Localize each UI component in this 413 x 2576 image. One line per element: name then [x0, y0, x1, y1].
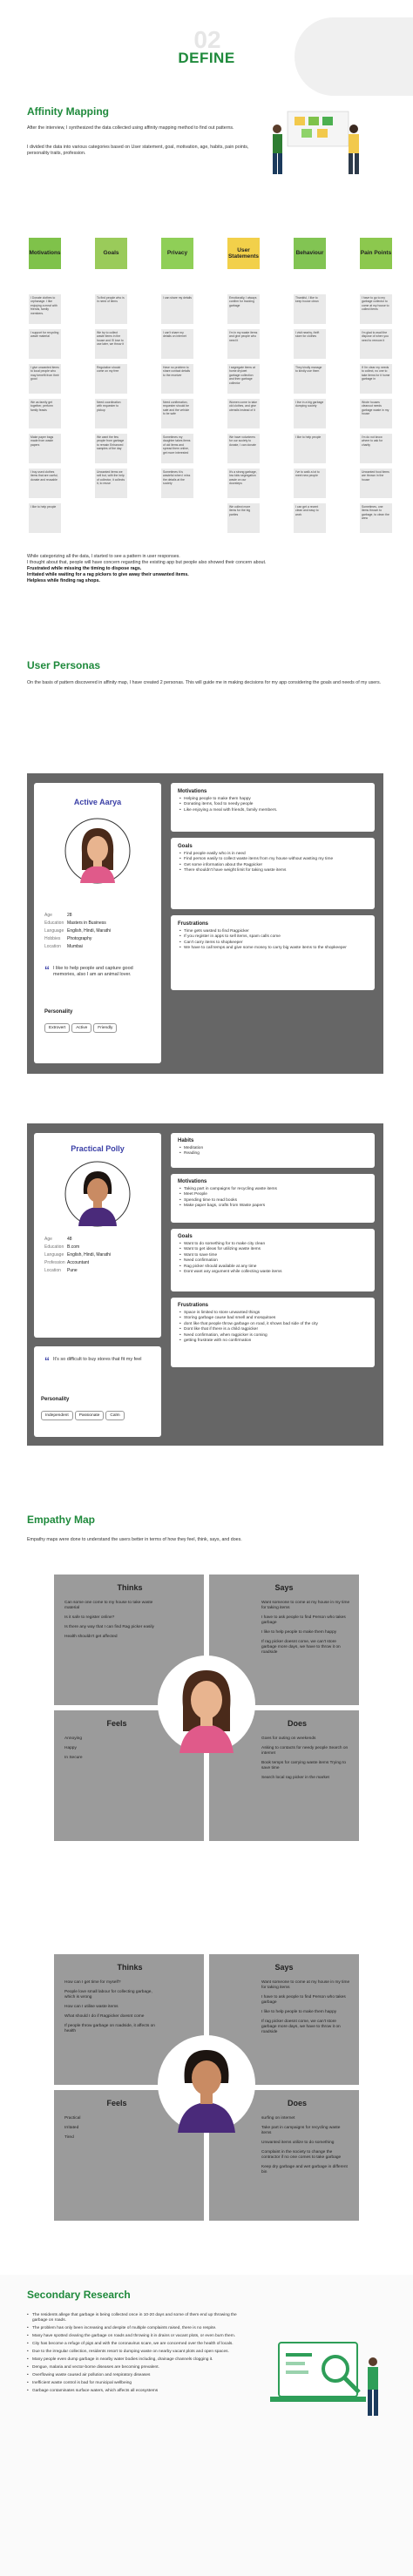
personality-tag: Independent [41, 1411, 73, 1420]
empathy-avatar [157, 2034, 256, 2134]
habits-title: Habits [178, 1138, 194, 1143]
sticky-note: We try to collect waste items in the house and I'll love to use later, we throw it [95, 329, 127, 359]
motivation-item: • Meet People [178, 1192, 368, 1197]
thinks-item: Can some one come to my house to take waste material [64, 1601, 153, 1610]
summary-line: Irritated while waiting for a rag pickers to give away their unwanted items. [27, 572, 189, 577]
personality-section [41, 1397, 126, 1420]
says-item: Want someone to come at my house in my time for taking items [261, 1601, 350, 1610]
goal-item: • Want to do something for to make city clean [178, 1242, 368, 1247]
persona-card-polly [27, 1123, 383, 1446]
says-item: I have to ask people to find Person who takes garbage [261, 1615, 346, 1625]
does-item: Search local rag picker in the market [261, 1776, 329, 1780]
info-value: Masters in Business [67, 920, 106, 926]
sticky-note: Make paper bags made from waste papers [29, 434, 61, 463]
thinks-item: If people throw garbage on roadside, it affects on health [64, 2024, 155, 2033]
summary-line: Helpless while finding rag shops. [27, 578, 100, 583]
does-item: Goes for outing on weekends [261, 1736, 316, 1741]
persona-info [44, 912, 111, 951]
research-illustration [261, 2327, 383, 2423]
sticky-note: I can share my details [161, 294, 193, 324]
feels-item: Irritated [64, 2126, 79, 2130]
goals-title: Goals [178, 1234, 193, 1239]
affinity-category: Privacy [161, 238, 193, 269]
info-key: Hobbies [44, 936, 61, 941]
thinks-item: Is it safe to register online? [64, 1615, 115, 1620]
list-item: • Overflowing waste caused air pollution and respiratory diseases [27, 2373, 245, 2378]
does-item: Book temps for carrying waste items Trying to save time [261, 1761, 347, 1770]
list-item: • Due to the irregular collection, residents resort to dumping waste on nearby vacant plots and open spaces. [27, 2350, 245, 2355]
info-value: 28 [67, 913, 72, 918]
says-item: I like to help people to make them happy [261, 1630, 337, 1635]
frustrations-title: Frustrations [178, 921, 209, 927]
quote-text: It's so difficult to buy stores that fit my feel [53, 1357, 142, 1362]
personality-tag: Extrovert [44, 1023, 70, 1033]
summary-line: While categorizing all the data, I started to see a pattern in user responses. [27, 554, 180, 559]
list-item: • The residents allege that garbage is being collected once in 10-20 days and some of them end up throwing the garbage on roads. [27, 2313, 245, 2323]
sticky-note: Emotionally, I always confirm for tracking garbage [227, 294, 260, 324]
does-item: Keep dry garbage and wet garbage in different bin [261, 2165, 348, 2175]
sticky-note: I Donate clothes to orphanage. I like enjoying a meal with friends, family members. [29, 294, 61, 324]
frustration-item: • getting frustrate with no confirmation [178, 1339, 368, 1344]
sticky-note: I live in a big garbage dumping society [294, 399, 326, 428]
persona-quote [44, 1357, 151, 1366]
sticky-note: Thankful, I like to keep house clean [294, 294, 326, 324]
goal-item: • Dont want any argument while collecting waste items [178, 1270, 368, 1275]
avatar [64, 818, 131, 884]
thinks-title: Thinks [117, 1583, 143, 1592]
affinity-summary [27, 554, 393, 584]
personality-tag: Active [71, 1023, 91, 1033]
motivations-title: Motivations [178, 789, 207, 794]
motivation-item: • Helping people to make them happy [178, 797, 368, 802]
affinity-title: Affinity Mapping [27, 105, 109, 118]
goal-item: • Get some information about the Ragpicker [178, 863, 368, 868]
frustration-item: • Need confirmation, when ragpicker is coming [178, 1333, 368, 1339]
says-title: Says [274, 1963, 294, 1972]
persona-profile [34, 783, 161, 1063]
summary-line: Frustrated while missing the timing to dispose rags. [27, 566, 142, 571]
list-item: • Garbage contaminates surface waters, which affects all ecosystems [27, 2389, 245, 2394]
info-value: English, Hindi, Marathi [67, 1252, 112, 1258]
thinks-title: Thinks [117, 1963, 143, 1972]
feels-item: Tired [64, 2135, 74, 2140]
goal-item: • Want to get ideas for utilizing waste items [178, 1247, 368, 1252]
says-title: Says [274, 1583, 294, 1592]
goal-item: • Rag picker should available at any time [178, 1264, 368, 1270]
frustration-item: • Dont like that if there is a child ragpicker [178, 1327, 368, 1332]
sticky-note: I can't share my details on internet [161, 329, 193, 359]
quote-icon: “ [44, 1355, 50, 1367]
goal-item: • There shouldn't have weight limit for taking waste items [178, 868, 368, 873]
personality-section [44, 1009, 118, 1033]
thinks-item: Health shouldn't get affected [64, 1635, 118, 1639]
list-item: • Inefficient waste control is bad for municipal wellbeing [27, 2381, 245, 2386]
sticky-note: If I'm clear my needs to collect, no one to take items for it home garbage in [360, 364, 392, 394]
info-value: Mumbai [67, 944, 83, 949]
does-item: surfing on internet [261, 2116, 295, 2121]
sticky-note: Regulation should come on my free [95, 364, 127, 394]
thinks-item: How can I utilise waste items [64, 2005, 118, 2009]
says-item: Want someone to come at my house in my time for taking items [261, 1980, 350, 1990]
sticky-note: Sometimes it is wasteful when I miss the details at the society [161, 469, 193, 498]
frustration-item: • Time gets wasted to find Ragpicker [178, 929, 368, 934]
motivation-item: • Like enjoying a meal with friends, family members. [178, 808, 368, 813]
personality-tag: Friendly [93, 1023, 117, 1033]
sticky-note: I have to go to my garbage collector to come at my house to collect items [360, 294, 392, 324]
info-value: English, Hindi, Marathi [67, 928, 112, 934]
list-item: • City has become a refuge of pigs and with the coronavirus scare, we are concerned over the health of locals. [27, 2342, 245, 2347]
motivation-item: • Spending time to read books [178, 1198, 368, 1204]
empathy-avatar [157, 1655, 256, 1754]
goal-item: • Need confirmation [178, 1258, 368, 1264]
motivation-item: • Taking part in campaigns for recycling waste items [178, 1187, 368, 1192]
sticky-note: I buy used clothes items that are useful, donate and reusable [29, 469, 61, 498]
affinity-category: Motivations [29, 238, 61, 269]
does-item: Unwanted items utilize to do something [261, 2141, 335, 2145]
secondary-title: Secondary Research [27, 2289, 131, 2301]
info-value: Photography [67, 936, 92, 941]
avatar [64, 1161, 131, 1227]
motivation-item: • Make paper bags, crafts from Waste papers [178, 1204, 368, 1209]
sticky-note: Sometimes, one items thrown to garbage, to clean the area [360, 503, 392, 533]
affinity-category: Behaviour [294, 238, 326, 269]
goals-box [171, 1229, 375, 1291]
sticky-note: I support for recycling waste material [29, 329, 61, 359]
list-item: • Dengue, malaria and vector-borne diseases are becoming prevalent. [27, 2365, 245, 2370]
frustrations-box [171, 915, 375, 990]
frustration-item: • dont like that people throw garbage on road, it shows bad side of the city [178, 1322, 368, 1327]
info-value: B.com [67, 1244, 80, 1250]
sticky-note: Have no problem to share contact details to the receiver [161, 364, 193, 394]
sticky-note: Unwanted items we sell but, with the help of collector, it collects it, to reuse [95, 469, 127, 498]
sticky-note: I'm do not know where to ask for charity [360, 434, 392, 463]
info-key: Age [44, 1237, 52, 1242]
define-header [0, 0, 413, 96]
feels-item: In Secure [64, 1756, 83, 1760]
sticky-note: Unwanted food items are thrown in the house [360, 469, 392, 498]
says-item: I have to ask people to find Person who takes garbage [261, 1995, 346, 2005]
thinks-item: How can I get time for myself? [64, 1980, 121, 1985]
goal-item: • Want to save time [178, 1253, 368, 1258]
feels-item: Practical [64, 2116, 81, 2121]
sticky-note: Sometimes my daughter takes items of old items and spread them online, get more interested [161, 434, 193, 463]
personas-intro: On the basis of pattern discovered in affinity map, I have created 2 personas. This will guide me in making decisions for my app considering the goals and needs of my users. [27, 680, 382, 685]
info-key: Location [44, 1268, 61, 1273]
personality-tag: Passionate [75, 1411, 105, 1420]
sticky-note: It's a strong garbage, low kids segregation waste on our doorsteps [227, 469, 260, 498]
list-item: • Many have spotted clearing the garbage on roads and throwing it in drains or vacant plots, or even burn them. [27, 2334, 245, 2339]
says-item: I like to help people to make them happy [261, 2010, 337, 2014]
sticky-note: They kindly manage to kindly use them [294, 364, 326, 394]
affinity-category: Pain Points [360, 238, 392, 269]
personality-title: Personality [41, 1397, 70, 1402]
thinks-item: People love small labour for collecting garbage, which is wrong [64, 1990, 152, 1999]
goal-item: • Find person easily to collect waste items from my house without wasting my time [178, 857, 368, 862]
info-key: Profession [44, 1260, 65, 1265]
thinks-item: Is there any way that I can find Rag picker easily [64, 1625, 154, 1629]
sticky-note: Wrote houses cleanout needs garbage waste in my house [360, 399, 392, 428]
goals-title: Goals [178, 844, 193, 849]
frustration-item: • Can't carry items to shopkeeper [178, 941, 368, 946]
quote-text: I like to help people and capture good memories, also I am an animal lover. [53, 966, 133, 977]
frustrations-title: Frustrations [178, 1303, 209, 1308]
persona-quote [44, 966, 151, 978]
goals-box [171, 838, 375, 909]
does-item: Complaint in the society to change the contractor if no one comes to take garbage [261, 2150, 342, 2160]
sticky-note: We collect more items for the big parties [227, 503, 260, 533]
sticky-note: I give unwanted items to local people who may benefit from their good [29, 364, 61, 394]
affinity-intro: After the interview, I synthesized the data collected using affinity mapping method to find out patterns. [27, 125, 234, 131]
sticky-note: We have volunteers for our society to donate, I can donate [227, 434, 260, 463]
info-key: Education [44, 920, 64, 926]
feels-item: Happy [64, 1746, 77, 1750]
thinks-item: What should I do if Ragpicker doesnt come [64, 2014, 145, 2019]
habit-item: • Meditation [178, 1146, 368, 1151]
frustrations-box [171, 1298, 375, 1367]
motivations-title: Motivations [178, 1179, 207, 1184]
frustration-item: • We have to call temps and give some money to carry big waste items to the shopkeeper [178, 946, 368, 951]
feels-item: Annoying [64, 1736, 83, 1741]
info-key: Language [44, 928, 64, 934]
persona-profile [34, 1133, 161, 1338]
sticky-note: We as family get together, perform family feasts [29, 399, 61, 428]
sticky-note: I visit nearby, thrift store for clothes [294, 329, 326, 359]
frustration-item: • Space is limited to store unwanted things [178, 1311, 368, 1316]
affinity-category: User Statements [227, 238, 260, 269]
goal-item: • Find people easily who is in need [178, 852, 368, 857]
affinity-intro-2: I divided the data into various categories based on User statement, goal, motivation, age, habits, pain points, personality traits, profession. [27, 145, 249, 156]
motivations-box [171, 1174, 375, 1223]
feels-title: Feels [106, 2099, 127, 2107]
empathy-title: Empathy Map [27, 1514, 96, 1526]
persona-card-aarya [27, 773, 383, 1074]
frustration-item: • If you register in apps to sell items, spam calls come [178, 934, 368, 940]
info-key: Age [44, 913, 52, 918]
does-item: Take part in campaigns for recycling waste items [261, 2126, 341, 2135]
personality-title: Personality [44, 1009, 73, 1015]
sticky-note: I segregate items at home dry/wet garbage collection and then garbage collector [227, 364, 260, 394]
sticky-note: I'm in my waste items and give people who need it [227, 329, 260, 359]
sticky-note: I've to walk a lot to meet new people [294, 469, 326, 498]
motivation-item: • Donating items, food to needy people [178, 802, 368, 807]
info-key: Location [44, 944, 61, 949]
sticky-note: Need confirmation, requester should be safe and the vehicle to be safe [161, 399, 193, 428]
sticky-note: We want the few people from garbage to remain Enhanced samples of the day [95, 434, 127, 463]
sticky-note: I like to help people [294, 434, 326, 463]
says-item: If rag picker doesnt come, we can't store garbage more days, we have to throw it on roadside [261, 2020, 341, 2034]
info-key: Education [44, 1244, 64, 1250]
info-value: Accountant [67, 1260, 90, 1265]
quote-icon: “ [44, 964, 50, 976]
info-value: Pune [67, 1268, 78, 1273]
persona-quote-box [34, 1346, 161, 1437]
habits-box [171, 1133, 375, 1168]
says-item: If rag picker doesnt come, we can't store garbage more days, we have to throw it on roadside [261, 1640, 341, 1655]
list-item: • Many people even dump garbage in nearby water bodies including, drainage channels clogging it. [27, 2357, 245, 2363]
affinity-illustration [268, 103, 364, 181]
section-number: 02 [193, 26, 221, 53]
blob-decoration [295, 17, 413, 96]
persona-name: Practical Polly [71, 1144, 125, 1153]
persona-name: Active Aarya [73, 798, 122, 806]
secondary-list [27, 2313, 245, 2397]
sticky-note: I'm glad to avail the dispose of when you need to remove it [360, 329, 392, 359]
does-item: Asking to contacts for needy people Search on internet [261, 1746, 349, 1756]
summary-line: I thought about that, people will have concern regarding the existing app but people also showed their concern about. [27, 560, 267, 565]
sticky-note: Women come to take old clothes, and give utensils instead of it [227, 399, 260, 428]
personas-title: User Personas [27, 659, 101, 671]
sticky-note: I like to help people [29, 503, 61, 533]
does-title: Does [287, 2099, 307, 2107]
info-key: Language [44, 1252, 64, 1258]
habit-item: • Reading [178, 1151, 368, 1157]
info-value: 48 [67, 1237, 72, 1242]
personality-tag: Calm [105, 1411, 124, 1420]
section-title: DEFINE [178, 50, 235, 66]
list-item: • The problem has only been increasing and despite of multiple complaints raised, there is no respite. [27, 2326, 245, 2331]
persona-info [44, 1236, 111, 1275]
motivations-box [171, 783, 375, 832]
feels-title: Feels [106, 1719, 127, 1728]
affinity-category: Goals [95, 238, 127, 269]
sticky-note: Need coordination with requester to pickup [95, 399, 127, 428]
sticky-note: To find people who is in need of items [95, 294, 127, 324]
sticky-note: I can get a recent clean and easy to work [294, 503, 326, 533]
empathy-intro: Empathy maps were done to understand the users better in terms of how they feel, think, says, and does. [27, 1537, 242, 1542]
frustration-item: • Storing garbage cause bad smell and mosquitoes [178, 1316, 368, 1321]
does-title: Does [287, 1719, 307, 1728]
